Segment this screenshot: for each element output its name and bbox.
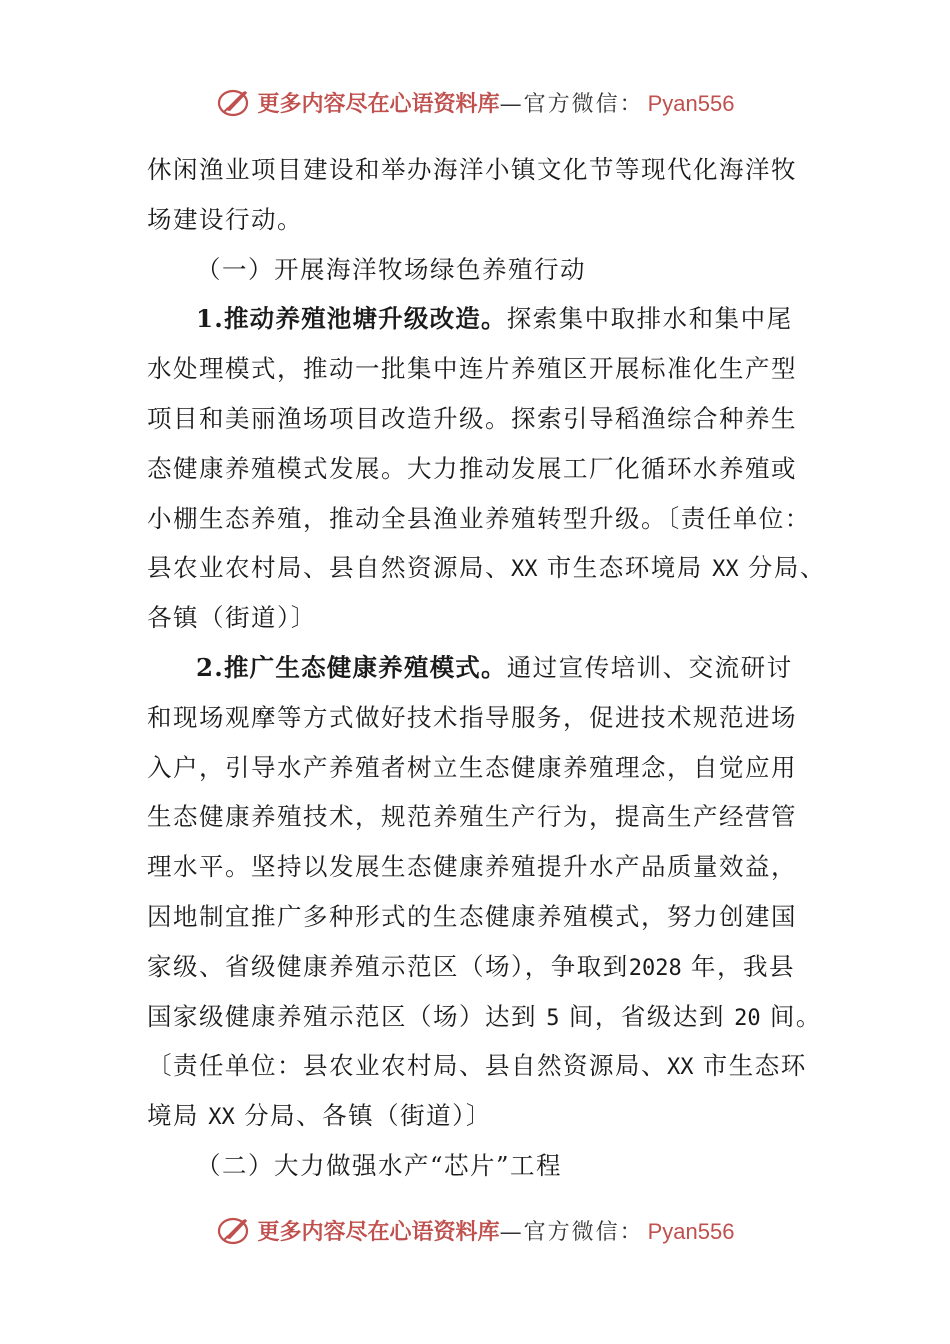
paragraph-text: 通过宣传培训、交流研讨 (506, 652, 793, 682)
text: XX (667, 1055, 694, 1081)
paragraph-line: 水处理模式，推动一批集中连片养殖区开展标准化生产型 (147, 354, 797, 384)
text: 境局 (147, 1101, 209, 1131)
watermark-sub: 官方微信： (523, 1219, 644, 1245)
watermark-text (258, 1215, 735, 1246)
paragraph-line: 态健康养殖模式发展。大力推动发展工厂化循环水养殖或 (147, 453, 797, 483)
watermark-brand: 更多内容尽在心语资料库 (257, 90, 500, 117)
paragraph-line (147, 992, 822, 1042)
paragraph-line (147, 1091, 797, 1141)
text: 市生态环 (693, 1051, 807, 1081)
watermark-id: Pyan556 (647, 1218, 735, 1244)
paragraph-line: 场建设行动。 (147, 204, 303, 234)
watermark-brand: 更多内容尽在心语资料库 (257, 1218, 500, 1245)
paragraph-line (147, 294, 797, 344)
paragraph-line: 和现场观摩等方式做好技术指导服务，促进技术规范进场 (147, 702, 797, 732)
paragraph-line: 因地制宜推广多种形式的生态健康养殖模式，努力创建国 (147, 901, 797, 931)
paragraph-line: 各镇（街道）〕 (147, 603, 317, 633)
watermark-dash: — (499, 1219, 524, 1245)
paragraph-line: 休闲渔业项目建设和举办海洋小镇文化节等现代化海洋牧 (147, 155, 797, 184)
text: 2028 (628, 955, 682, 981)
text: 年，我县 (681, 951, 796, 981)
paragraph-line (147, 1041, 807, 1091)
watermark-footer (0, 1208, 950, 1252)
paragraph-line: 理水平。坚持以发展生态健康养殖提升水产品质量效益， (147, 852, 797, 882)
text: XX (208, 1105, 235, 1131)
text: XX (511, 557, 538, 583)
watermark-id: Pyan556 (647, 90, 735, 116)
paragraph-line (147, 643, 797, 693)
document-body (147, 145, 826, 1191)
section-heading: （二）大力做强水产“芯片”工程 (196, 1150, 563, 1180)
item-lead: 2.推广生态健康养殖模式。 (196, 652, 507, 682)
paragraph-line: 小棚生态养殖，推动全县渔业养殖转型升级。〔责任单位： (147, 503, 811, 533)
text: 5 (546, 1005, 560, 1031)
paragraph-line: 入户，引导水产养殖者树立生态健康养殖理念，自觉应用 (147, 752, 797, 782)
text: 间，省级达到 (559, 1001, 735, 1031)
watermark-header (0, 80, 950, 124)
text: 家级、省级健康养殖示范区（场），争取到 (147, 951, 629, 981)
watermark-sub: 官方微信： (523, 91, 644, 117)
quill-logo-icon (216, 84, 252, 120)
text: 县农业农村局、县自然资源局、 (147, 553, 511, 583)
text: 分局、各镇（街道）〕 (234, 1101, 492, 1131)
text: 〔责任单位：县农业农村局、县自然资源局、 (147, 1051, 667, 1081)
text: XX (712, 557, 739, 583)
watermark-text (258, 87, 735, 118)
paragraph-line (147, 543, 826, 593)
text: 间。 (760, 1001, 822, 1031)
watermark-dash: — (499, 91, 524, 117)
paragraph-line: 生态健康养殖技术，规范养殖生产行为，提高生产经营管 (147, 802, 797, 832)
quill-logo-icon (216, 1212, 252, 1248)
paragraph-line: 项目和美丽渔场项目改造升级。探索引导稻渔综合种养生 (147, 403, 797, 433)
text: 国家级健康养殖示范区（场）达到 (147, 1001, 547, 1031)
section-heading: （一）开展海洋牧场绿色养殖行动 (196, 254, 586, 284)
paragraph-text: 探索集中取排水和集中尾 (506, 304, 793, 334)
text: 市生态环境局 (537, 553, 713, 583)
paragraph-line (147, 942, 797, 992)
item-lead: 1.推动养殖池塘升级改造。 (196, 304, 507, 334)
text: 分局、 (738, 553, 826, 583)
text: 20 (734, 1005, 761, 1031)
